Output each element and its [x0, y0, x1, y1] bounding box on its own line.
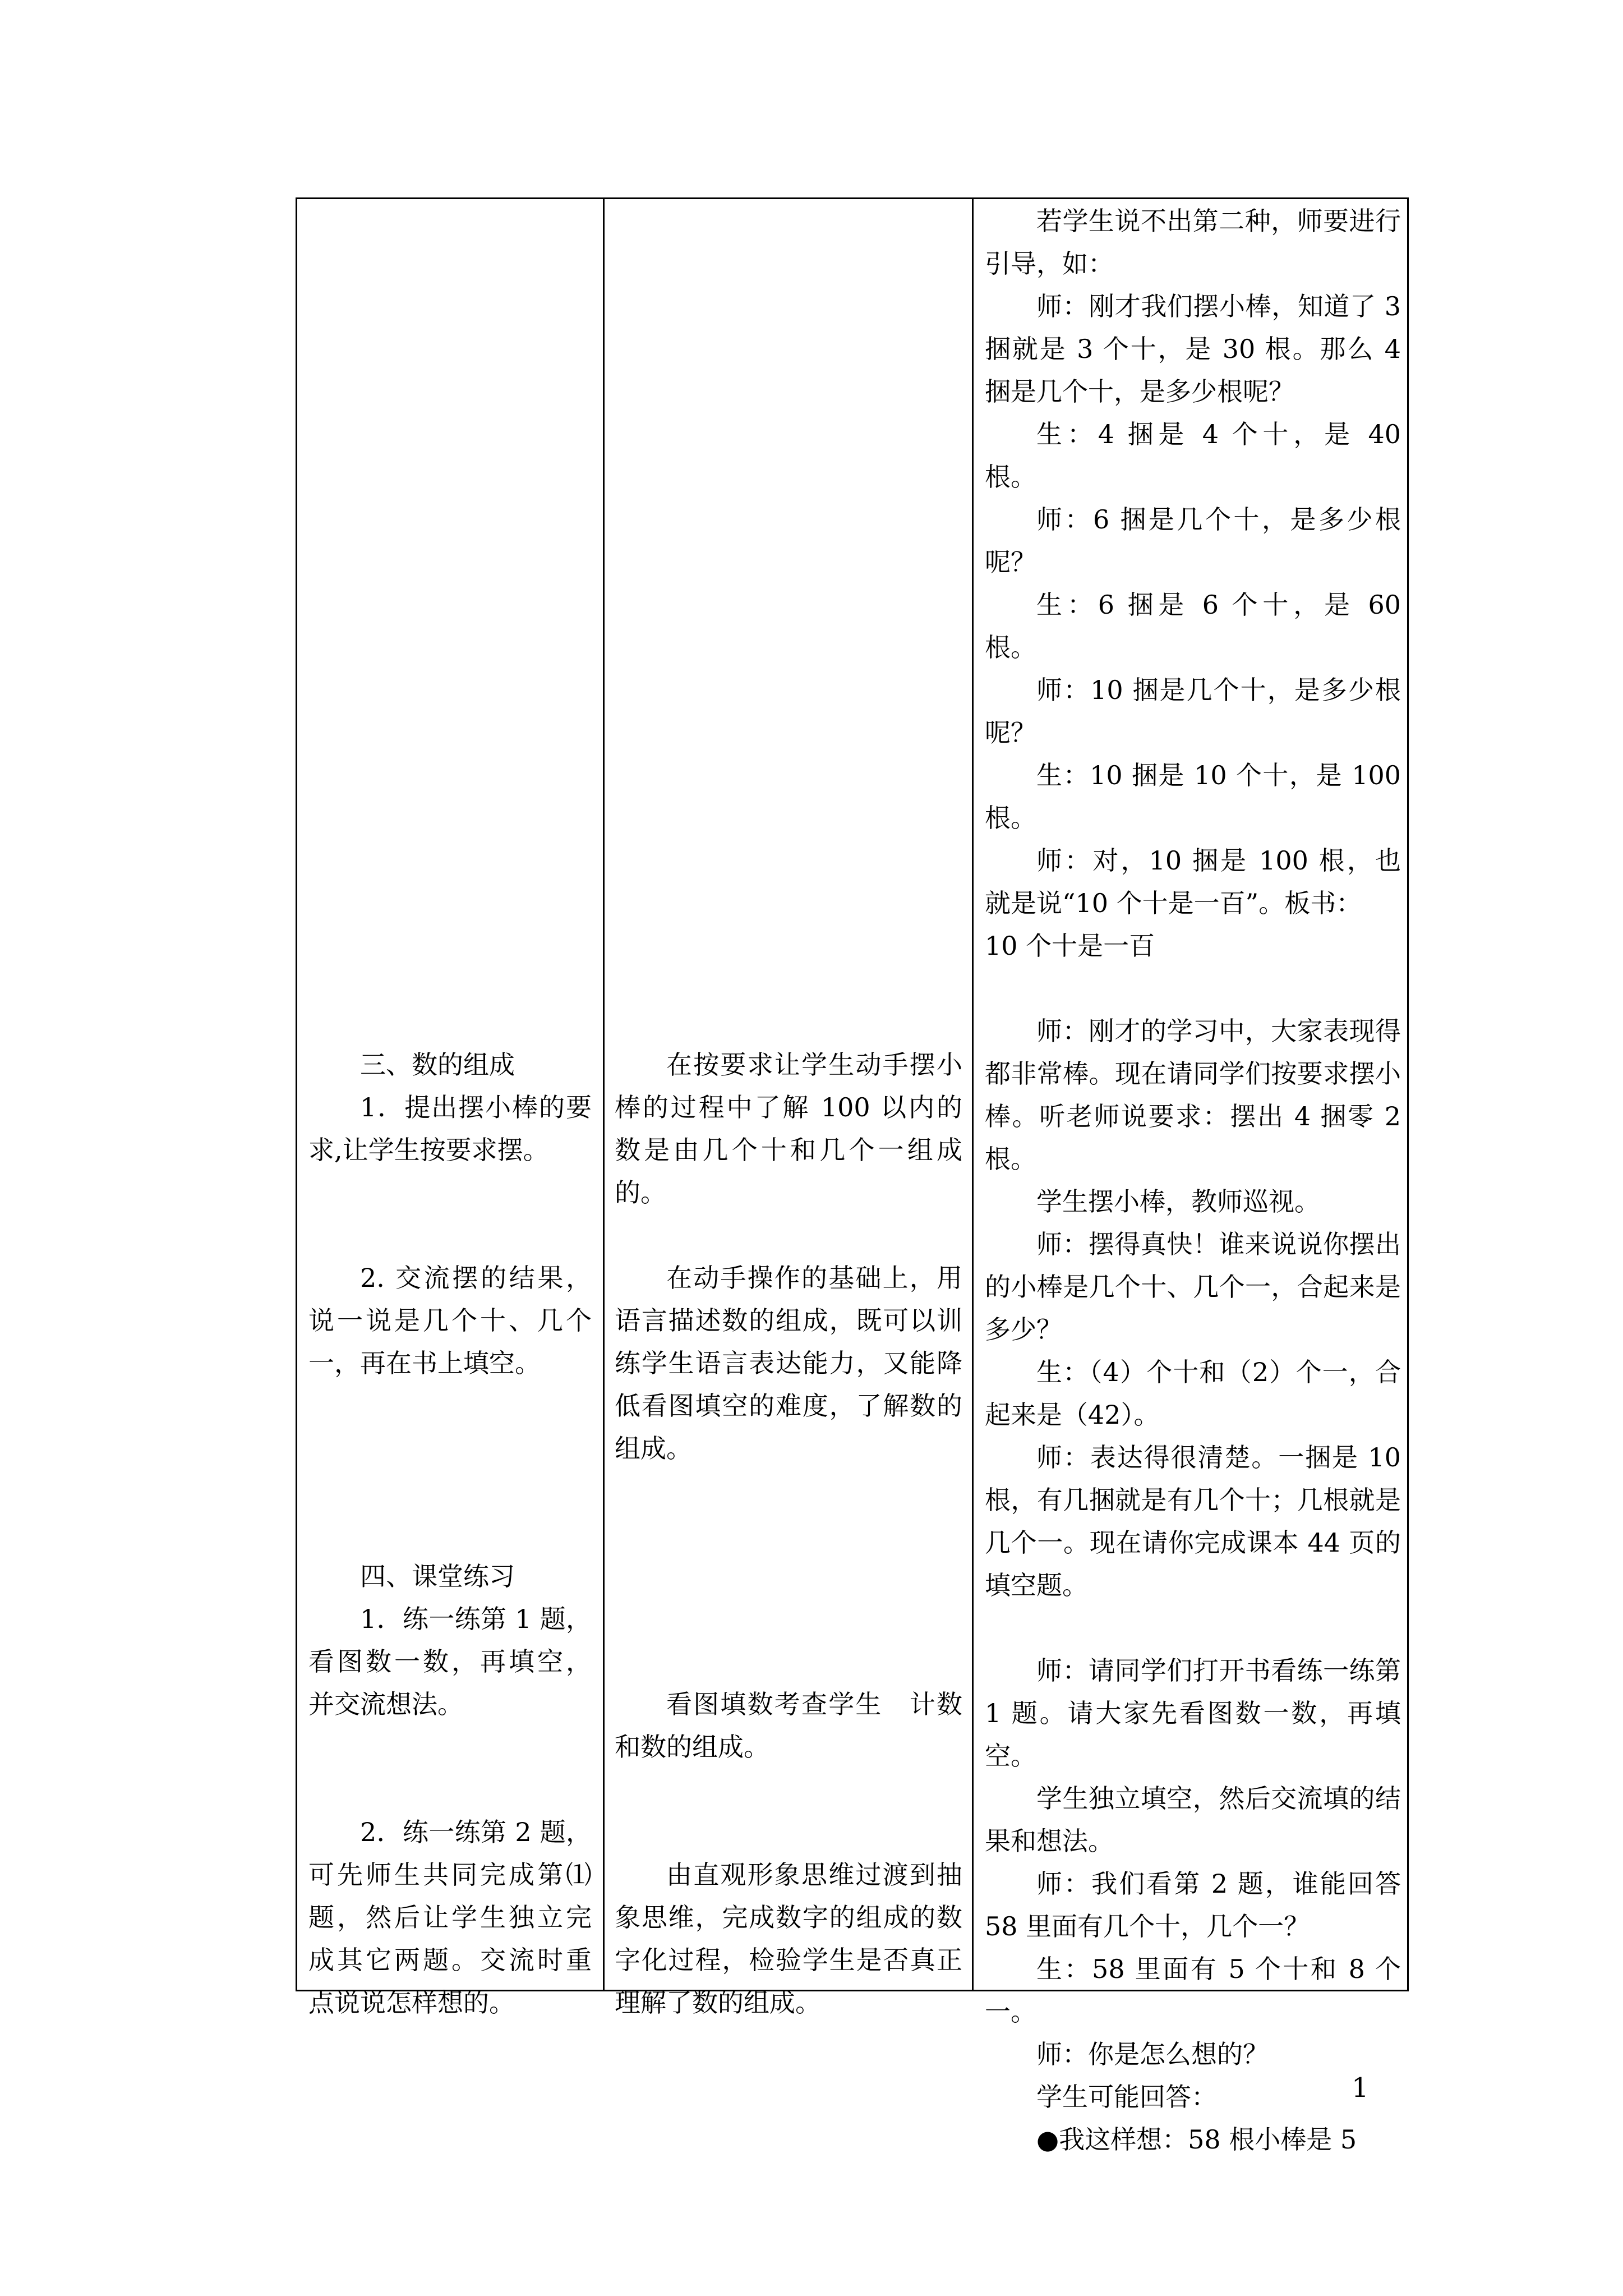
paragraph: 师：10 捆是几个十，是多少根呢？: [985, 675, 1401, 748]
paragraph: 师：请同学们打开书看练一练第 1 题。请大家先看图数一数，再填空。: [985, 1655, 1401, 1771]
paragraph: 1．练一练第 1 题，看图数一数，再填空，并交流想法。: [308, 1604, 592, 1719]
blank-line: [308, 1470, 592, 1512]
paragraph: 师：刚才的学习中，大家表现得都非常棒。现在请同学们按要求摆小棒。听老师说要求：摆出 4 捆零 2 根。: [985, 1016, 1401, 1174]
blank-line: [308, 1171, 592, 1214]
paragraph: 学生摆小棒，教师巡视。: [1036, 1186, 1320, 1217]
blank-line: [308, 1512, 592, 1555]
paragraph: 若学生说不出第二种，师要进行引导，如：: [985, 206, 1401, 279]
paragraph: 在动手操作的基础上，用语言描述数的组成，既可以训练学生语言表达能力，又能降低看图填空的难度，了解数的组成。: [615, 1263, 962, 1464]
design-intent-column: [615, 1043, 962, 2024]
paragraph: 生：58 里面有 5 个十和 8 个一。: [985, 1954, 1401, 2027]
paragraph: 四、课堂练习: [360, 1561, 515, 1591]
blank-line: [308, 1384, 592, 1427]
column-divider: [603, 199, 605, 1990]
paragraph: 生：10 捆是 10 个十，是 100 根。: [985, 760, 1401, 833]
paragraph: 三、数的组成: [360, 1050, 515, 1080]
paragraph: 学生可能回答：: [1036, 2082, 1217, 2112]
paragraph: 在按要求让学生动手摆小棒的过程中了解 100 以内的数是由几个十和几个一组成的。: [615, 1050, 962, 1208]
paragraph: 师：你是怎么想的？: [1036, 2039, 1269, 2069]
paragraph: 2. 交流摆的结果，说一说是几个十、几个一，再在书上填空。: [308, 1263, 592, 1378]
paragraph: 10 个十是一百: [985, 931, 1155, 961]
blank-line: [985, 1607, 1401, 1649]
blank-line: [308, 1427, 592, 1470]
column-divider: [972, 199, 974, 1990]
blank-line: [615, 1512, 962, 1555]
paragraph: 学生独立填空，然后交流填的结果和想法。: [985, 1783, 1401, 1856]
blank-line: [615, 1470, 962, 1512]
paragraph: 师：摆得真快！谁来说说你摆出的小棒是几个十、几个一，合起来是多少？: [985, 1229, 1401, 1345]
teaching-steps-column: [308, 1043, 592, 2024]
paragraph: 师：我们看第 2 题，谁能回答 58 里面有几个十，几个一？: [985, 1869, 1401, 1941]
paragraph: ●我这样想：58 根小棒是 5: [1036, 2124, 1357, 2155]
blank-line: [615, 1214, 962, 1257]
blank-line: [985, 967, 1401, 1010]
paragraph: 由直观形象思维过渡到抽象思维，完成数字的组成的数字化过程，检验学生是否真正理解了数的组成。: [615, 1860, 962, 2018]
classroom-dialogue-column: [985, 200, 1401, 2161]
paragraph: 2．练一练第 2 题，可先师生共同完成第⑴题，然后让学生独立完成其它两题。交流时重点说说怎样想的。: [308, 1817, 592, 2018]
paragraph: 师：对，10 捆是 100 根，也就是说“10 个十是一百”。板书：: [985, 845, 1401, 918]
paragraph: 看图填数考查学生 计数和数的组成。: [615, 1689, 962, 1762]
blank-line: [308, 1768, 592, 1811]
blank-line: [615, 1555, 962, 1598]
paragraph: 生：4 捆是 4 个十，是 40 根。: [985, 419, 1401, 492]
blank-line: [308, 1726, 592, 1768]
lesson-plan-table: [296, 197, 1409, 2155]
paragraph: 生：（4）个十和（2）个一，合起来是（42）。: [985, 1357, 1401, 1430]
paragraph: 师：刚才我们摆小棒，知道了 3 捆就是 3 个十，是 30 根。那么 4 捆是几个十，是多少根呢？: [985, 291, 1401, 407]
paragraph: 1．提出摆小棒的要求,让学生按要求摆。: [308, 1092, 592, 1165]
blank-line: [615, 1640, 962, 1683]
blank-line: [615, 1768, 962, 1811]
paragraph: 师：表达得很清楚。一捆是 10 根，有几捆就是有几个十；几根就是几个一。现在请你完成课本 44 页的填空题。: [985, 1442, 1401, 1600]
blank-line: [308, 1214, 592, 1257]
page-number: 1: [1352, 2072, 1369, 2104]
paragraph: 师：6 捆是几个十，是多少根呢？: [985, 504, 1401, 577]
blank-line: [615, 1811, 962, 1853]
paragraph: 生：6 捆是 6 个十，是 60 根。: [985, 590, 1401, 662]
blank-line: [615, 1598, 962, 1640]
